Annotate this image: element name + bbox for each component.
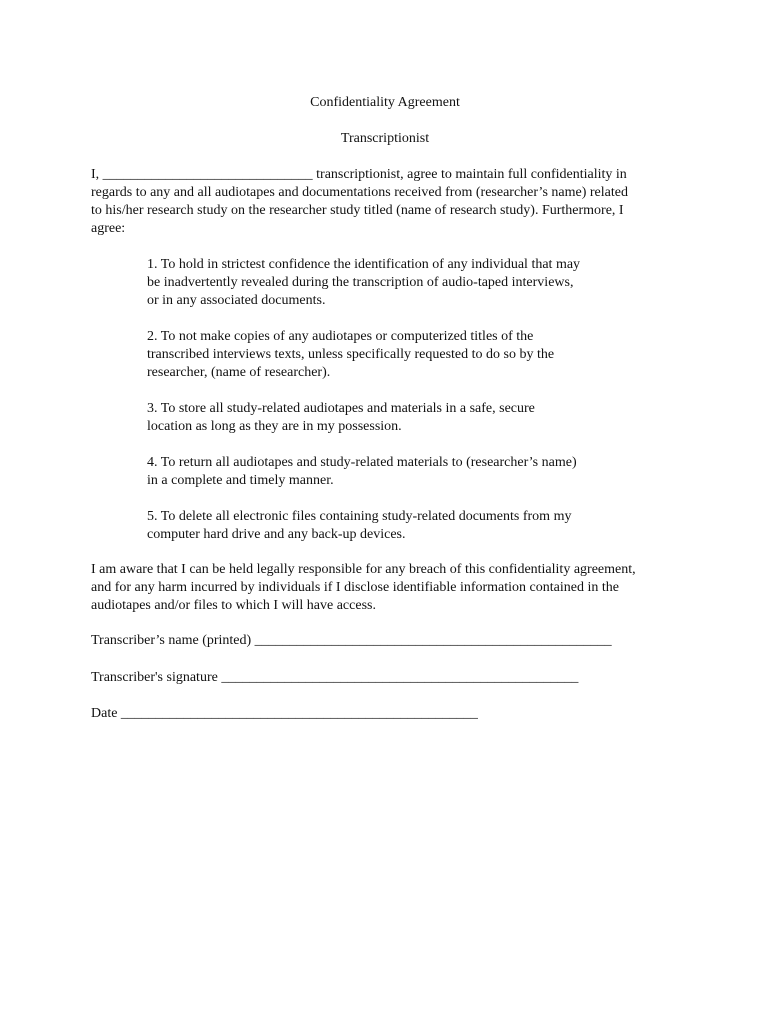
date-field[interactable]: Date ___________________________________________________ xyxy=(91,706,478,721)
item-line: researcher, (name of researcher). xyxy=(147,365,331,380)
closing-paragraph xyxy=(91,561,691,615)
closing-line: audiotapes and/or files to which I will have access. xyxy=(91,598,376,613)
item-line: location as long as they are in my possession. xyxy=(147,419,402,434)
agreement-item-2 xyxy=(147,328,647,382)
transcriber-signature-field[interactable]: Transcriber's signature ___________________________________________________ xyxy=(91,670,579,685)
intro-line: regards to any and all audiotapes and documentations received from (researcher’s name) related xyxy=(91,185,628,200)
item-line: 2. To not make copies of any audiotapes or computerized titles of the xyxy=(147,329,534,344)
closing-line: I am aware that I can be held legally responsible for any breach of this confidentiality agreement, xyxy=(91,562,636,577)
intro-paragraph xyxy=(91,166,691,238)
agreement-item-5 xyxy=(147,508,647,544)
item-line: 5. To delete all electronic files containing study-related documents from my xyxy=(147,509,572,524)
transcriber-name-field[interactable]: Transcriber’s name (printed) ___________________________________________________ xyxy=(91,633,612,648)
item-line: transcribed interviews texts, unless specifically requested to do so by the xyxy=(147,347,555,362)
agreement-item-3 xyxy=(147,400,647,436)
item-line: 3. To store all study-related audiotapes and materials in a safe, secure xyxy=(147,401,535,416)
item-line: 4. To return all audiotapes and study-related materials to (researcher’s name) xyxy=(147,455,577,470)
closing-line: and for any harm incurred by individuals if I disclose identifiable information contained in the xyxy=(91,580,619,595)
document-subtitle: Transcriptionist xyxy=(340,131,430,146)
agreement-item-4 xyxy=(147,454,647,490)
item-line: computer hard drive and any back-up devices. xyxy=(147,527,406,542)
item-line: 1. To hold in strictest confidence the identification of any individual that may xyxy=(147,257,581,272)
document-title: Confidentiality Agreement xyxy=(310,95,460,110)
intro-line: to his/her research study on the researcher study titled (name of research study). Furthermore, I xyxy=(91,203,624,218)
intro-line: I, ______________________________ transcriptionist, agree to maintain full confidentiality in xyxy=(91,167,627,182)
agreement-item-1 xyxy=(147,256,647,310)
intro-line: agree: xyxy=(91,221,126,236)
item-line: or in any associated documents. xyxy=(147,293,326,308)
item-line: in a complete and timely manner. xyxy=(147,473,334,488)
item-line: be inadvertently revealed during the transcription of audio-taped interviews, xyxy=(147,275,574,290)
